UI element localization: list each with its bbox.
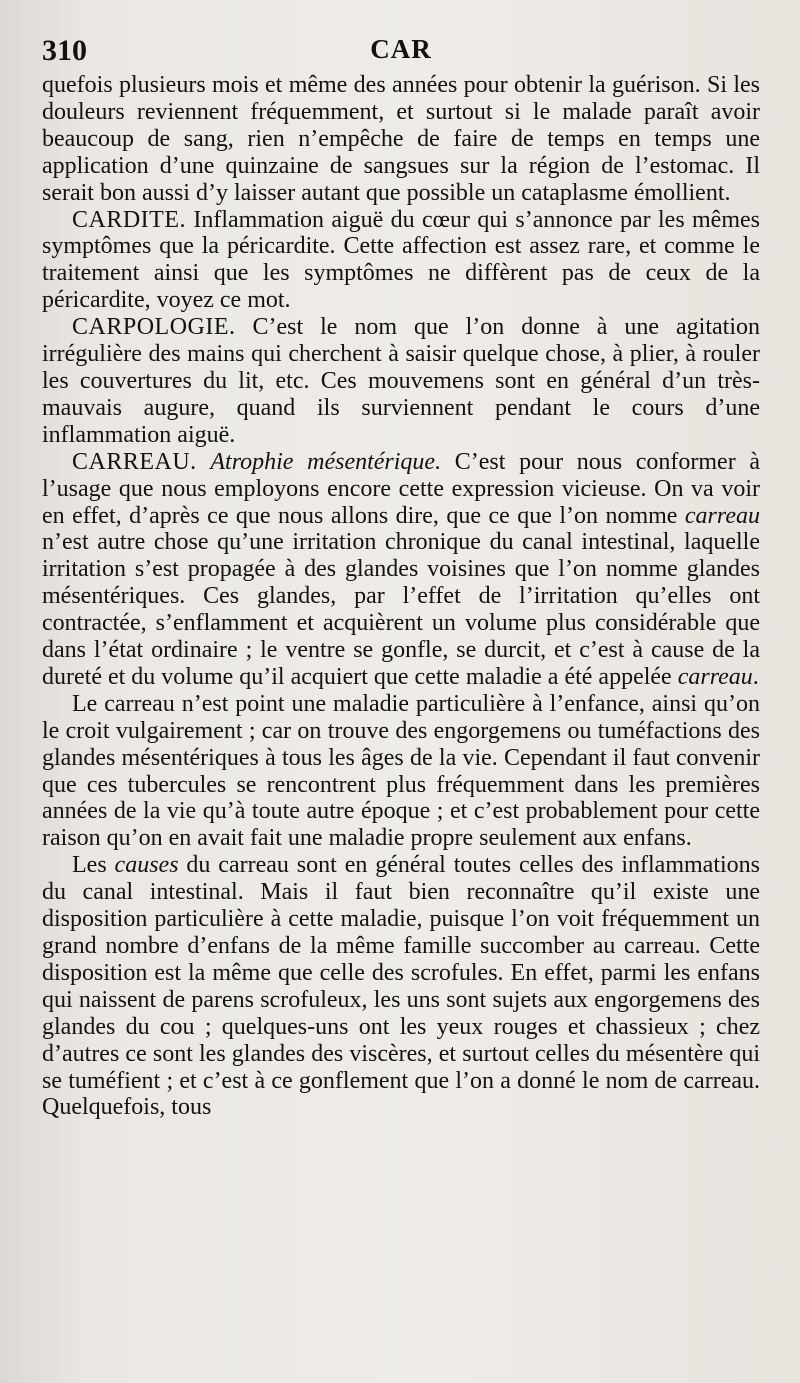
entry-synonym: Atrophie mésentérique.	[210, 448, 442, 475]
page-number: 310	[42, 34, 87, 67]
page-body	[42, 72, 760, 1121]
entry-carpologie	[42, 314, 760, 449]
entry-term: CARREAU.	[72, 448, 197, 475]
paragraph-enfance: Le carreau n’est point une maladie particulière à l’enfance, ainsi qu’on le croit vulgairement ; car on trouve des engorgemens ou tuméfactions des glandes mésentériques à tous les âges de la vie. Cependant il faut convenir que ces tubercules se rencontrent plus fréquemment dans les premières années de la vie qu’à toute autre époque ; et c’est probablement pour cette raison qu’on en avait fait une maladie propre seulement aux enfans.	[42, 690, 760, 852]
page-header	[42, 28, 760, 72]
paragraph-text: du carreau sont en général toutes celles des inflammations du canal intestinal. Mais il faut bien reconnaître qu’il existe une disposition particulière à cette maladie, puisque l’on voit fréquemment un grand nombre d’enfans de la même famille succomber au carreau. Cette disposition est la même que celle des scrofules. En effet, parmi les enfans qui naissent de parens scrofuleux, les uns sont sujets aux engorgemens des glandes du cou ; quelques-uns ont les yeux rouges et chassieux ; chez d’autres ce sont les glandes des viscères, et surtout celles du mésentère qui se tuméfient ; et c’est à ce gonflement que l’on a donné le nom de carreau. Quelquefois, tous	[42, 852, 761, 1121]
entry-term: CARPOLOGIE.	[72, 314, 236, 341]
paragraph-causes	[42, 852, 760, 1121]
entry-text: C’est le nom que l’on donne à une agitation irrégulière des mains qui cherchent à saisir quelque chose, à plier, à rouler les couvertures du lit, etc. Ces mouvemens sont en général d’un très-mauvais augure, quand ils surviennent pendant le cours d’une inflammation aiguë.	[42, 314, 760, 448]
entry-text: C’est pour nous conformer à l’usage que nous employons encore cette expression vicieuse. On va voir en effet, d’après ce que nous allons dire, que ce que l’on nomme	[42, 448, 761, 529]
entry-text: Inflammation aiguë du cœur qui s’annonce par les mêmes symptômes que la péricardite. Cette affection est assez rare, et comme le traitement ainsi que les symptômes ne diffèrent pas de ceux de la péricardite, voyez ce mot.	[42, 206, 760, 314]
entry-term: CARDITE.	[72, 206, 186, 233]
entry-text: .	[752, 663, 759, 690]
running-head: CAR	[370, 34, 432, 64]
paragraph-continuation: quefois plusieurs mois et même des années pour obtenir la guérison. Si les douleurs reviennent fréquemment, et surtout si le malade paraît avoir beaucoup de sang, rien n’empêche de faire de temps en temps une application d’une quinzaine de sangsues sur la région de l’estomac. Il serait bon aussi d’y laisser autant que possible un cataplasme émollient.	[42, 72, 760, 206]
entry-cardite	[42, 207, 760, 315]
entry-carreau	[42, 449, 760, 691]
italic-term: carreau	[684, 502, 760, 529]
italic-term: carreau	[677, 663, 753, 690]
paragraph-lead: Les	[72, 852, 115, 879]
italic-term: causes	[114, 852, 179, 879]
entry-text: n’est autre chose qu’une irritation chronique du canal intestinal, laquelle irritation s’est propagée à des glandes voisines que l’on nomme glandes mésentériques. Ces glandes, par l’effet de l’irritation qu’elles ont contractée, s’enflamment et acquièrent un volume plus considérable que dans l’état ordinaire ; le ventre se gonfle, se durcit, et c’est à cause de la dureté et du volume qu’il acquiert que cette maladie a été appelée	[42, 529, 760, 690]
